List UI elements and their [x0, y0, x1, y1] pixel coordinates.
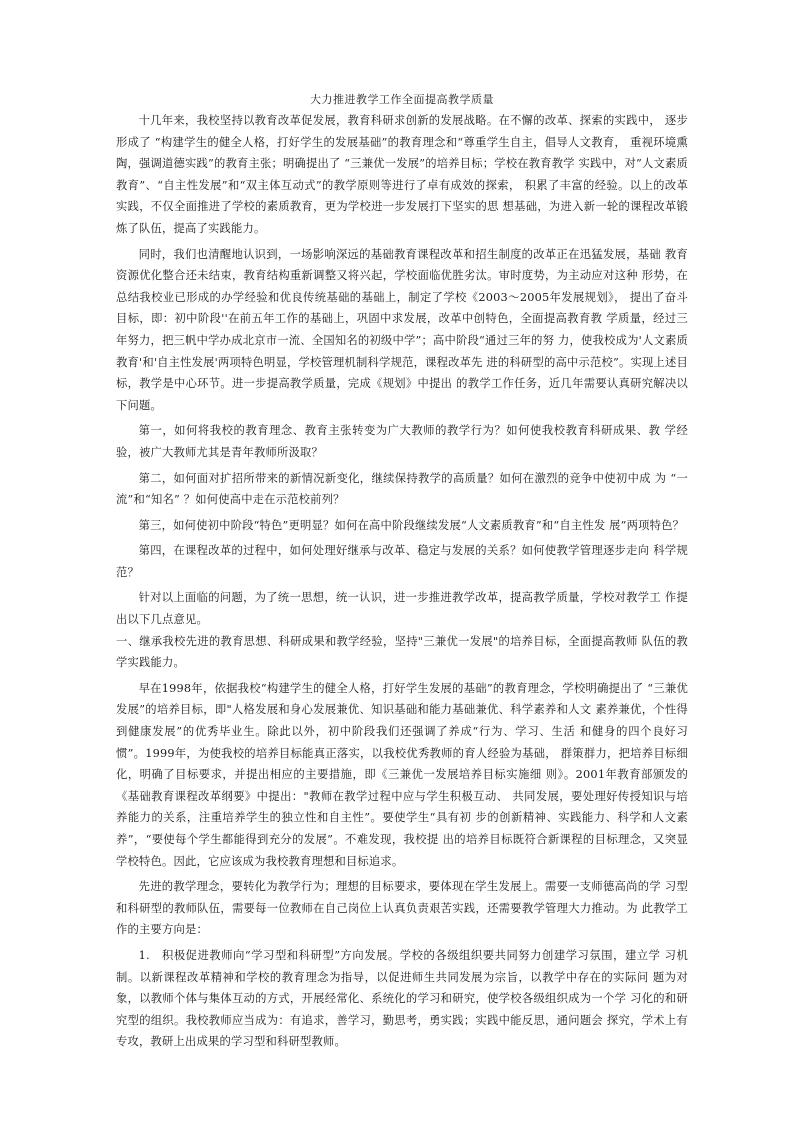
section-heading-1: 一、继承我校先进的教育思想、科研成果和教学经验，坚持"三兼优一发展"的培养目标，全面提高教师 队伍的教学实践能力。 — [116, 634, 688, 670]
document-title: 大力推进教学工作全面提高教学质量 — [310, 93, 494, 106]
paragraph-item-1: 1. 积极促进教师向“学习型和科研型”方向发展。学校的各级组织要共同努力创建学习氛围，建立学 习机制。以新课程改革精神和学校的教育理念为指导，以促进师生共同发展为宗旨，以教学中存在的实际问 题为对象，以教师个体与集体互动的方式，开展经常化、系统化的学习和研究，使学校各级组织成为一个学 习化的和研究型的组织。我校教师应当成为：有追求，善学习，勤思考，勇实践；实践中能反思，通问题会 探究，学术上有专攻，教研上出成果的学习型和科研型教师。 — [116, 948, 688, 1049]
paragraph-context: 同时，我们也清醒地认识到，一场影响深远的基础教育课程改革和招生制度的改革正在迅猛发展，基础 教育资源优化整合还未结束，教育结构重新调整又将兴起，学校面临优胜劣汰。审时度势，为主动应对这种 形势，在总结我校业已形成的办学经验和优良传统基础的基础上，制定了学校《2003～2005年发展规划》， 提出了奋斗目标，即：初中阶段''在前五年工作的基础上，巩固中求发展，改革中创特色，全面提高教育教 学质量，经过三年努力，把三帆中学办成北京市一流、全国知名的初级中学”；高中阶段“通过三年的努 力，使我校成为'人文素质教育'和'自主性发展'两项特色明显，学校管理机制科学规范，课程改革先 进的科研型的高中示范校”。实现上述目标，教学是中心环节。进一步提高教学质量，完成《规划》中提出 的教学工作任务，近几年需要认真研究解决以下问题。 — [116, 247, 688, 412]
paragraph-question-2: 第二，如何面对扩招所带来的新情况新变化，继续保持教学的高质量？如何在激烈的竞争中使初中成 为 “一流”和“知名” ？如何使高中走在示范校前列？ — [116, 471, 688, 507]
paragraph-question-1: 第一，如何将我校的教育理念、教育主张转变为广大教师的教学行为？如何使我校教育科研成果、教 学经验，被广大教师尤其是青年教师所汲取？ — [116, 424, 688, 459]
paragraph-response: 针对以上面临的问题，为了统一思想，统一认识，进一步推进教学改革，提高教学质量，学校对教学工 作提出以下几点意见。 — [116, 591, 688, 627]
paragraph-intro: 十几年来，我校坚持以教育改革促发展，教育科研求创新的发展战略。在不懈的改革、探索的实践中， 逐步形成了 “构建学生的健全人格，打好学生的发展基础”的教育理念和“尊重学生自主，倡导人文教育， 重视环境熏陶，强调道德实践”的教育主张；明确提出了 “三兼优一发展”的培养目标；学校在教育教学 实践中，对”人文素质教育”、“自主性发展”和“双主体互动式”的教学原则等进行了卓有成效的探索， 积累了丰富的经验。以上的改革实践，不仅全面推进了学校的素质教育，更为学校进一步发展打下坚实的思 想基础，为进入新一轮的课程改革锻炼了队伍，提高了实践能力。 — [116, 114, 688, 235]
paragraph-question-4: 第四，在课程改革的过程中，如何处理好继承与改革、稳定与发展的关系？如何使教学管理逐步走向 科学规范？ — [116, 544, 688, 579]
paragraph-direction: 先进的教学理念，要转化为教学行为；理想的目标要求，要体现在学生发展上。需要一支师德高尚的学 习型和科研型的教师队伍，需要每一位教师在自己岗位上认真负责艰苦实践，还需要教学管理大力推动。为 此教学工作的主要方向是： — [116, 880, 688, 937]
paragraph-history: 早在1998年，依据我校“构建学生的健全人格，打好学生发展的基础”的教育理念，学校明确提出了 “三兼优 发展”的培养目标，即"人格发展和身心发展兼优、知识基础和能力基础兼优、科学素养和人文 素养兼优，个性得到健康发展”的优秀毕业生。除此以外，初中阶段我们还强调了养成“行为、学习、生活 和健身的四个良好习惯”。1999年，为使我校的培养目标能真正落实，以我校优秀教师的育人经验为基础， 群策群力，把培养目标细化，明确了目标要求，并提出相应的主要措施，即《三兼优一发展培养目标实施细 则》。2001年教育部颁发的《基础教育课程改革纲要》中提出："教师在教学过程中应与学生积极互动、 共同发展，要处理好传授知识与培养能力的关系，注重培养学生的独立性和自主性”。要使学生“具有初 步的创新精神、实践能力、科学和人文素养”，“要使每个学生都能得到充分的发展”。不难发现，我校提 出的培养目标既符合新课程的目标理念，又突显学校特色。因此，它应该成为我校教育理想和目标追求。 — [116, 681, 688, 868]
document-page — [116, 92, 688, 1053]
paragraph-question-3: 第三，如何使初中阶段“特色”更明显？如何在高中阶段继续发展“人文素质教育”和“自主性发 展”两项特色？ — [138, 518, 685, 532]
